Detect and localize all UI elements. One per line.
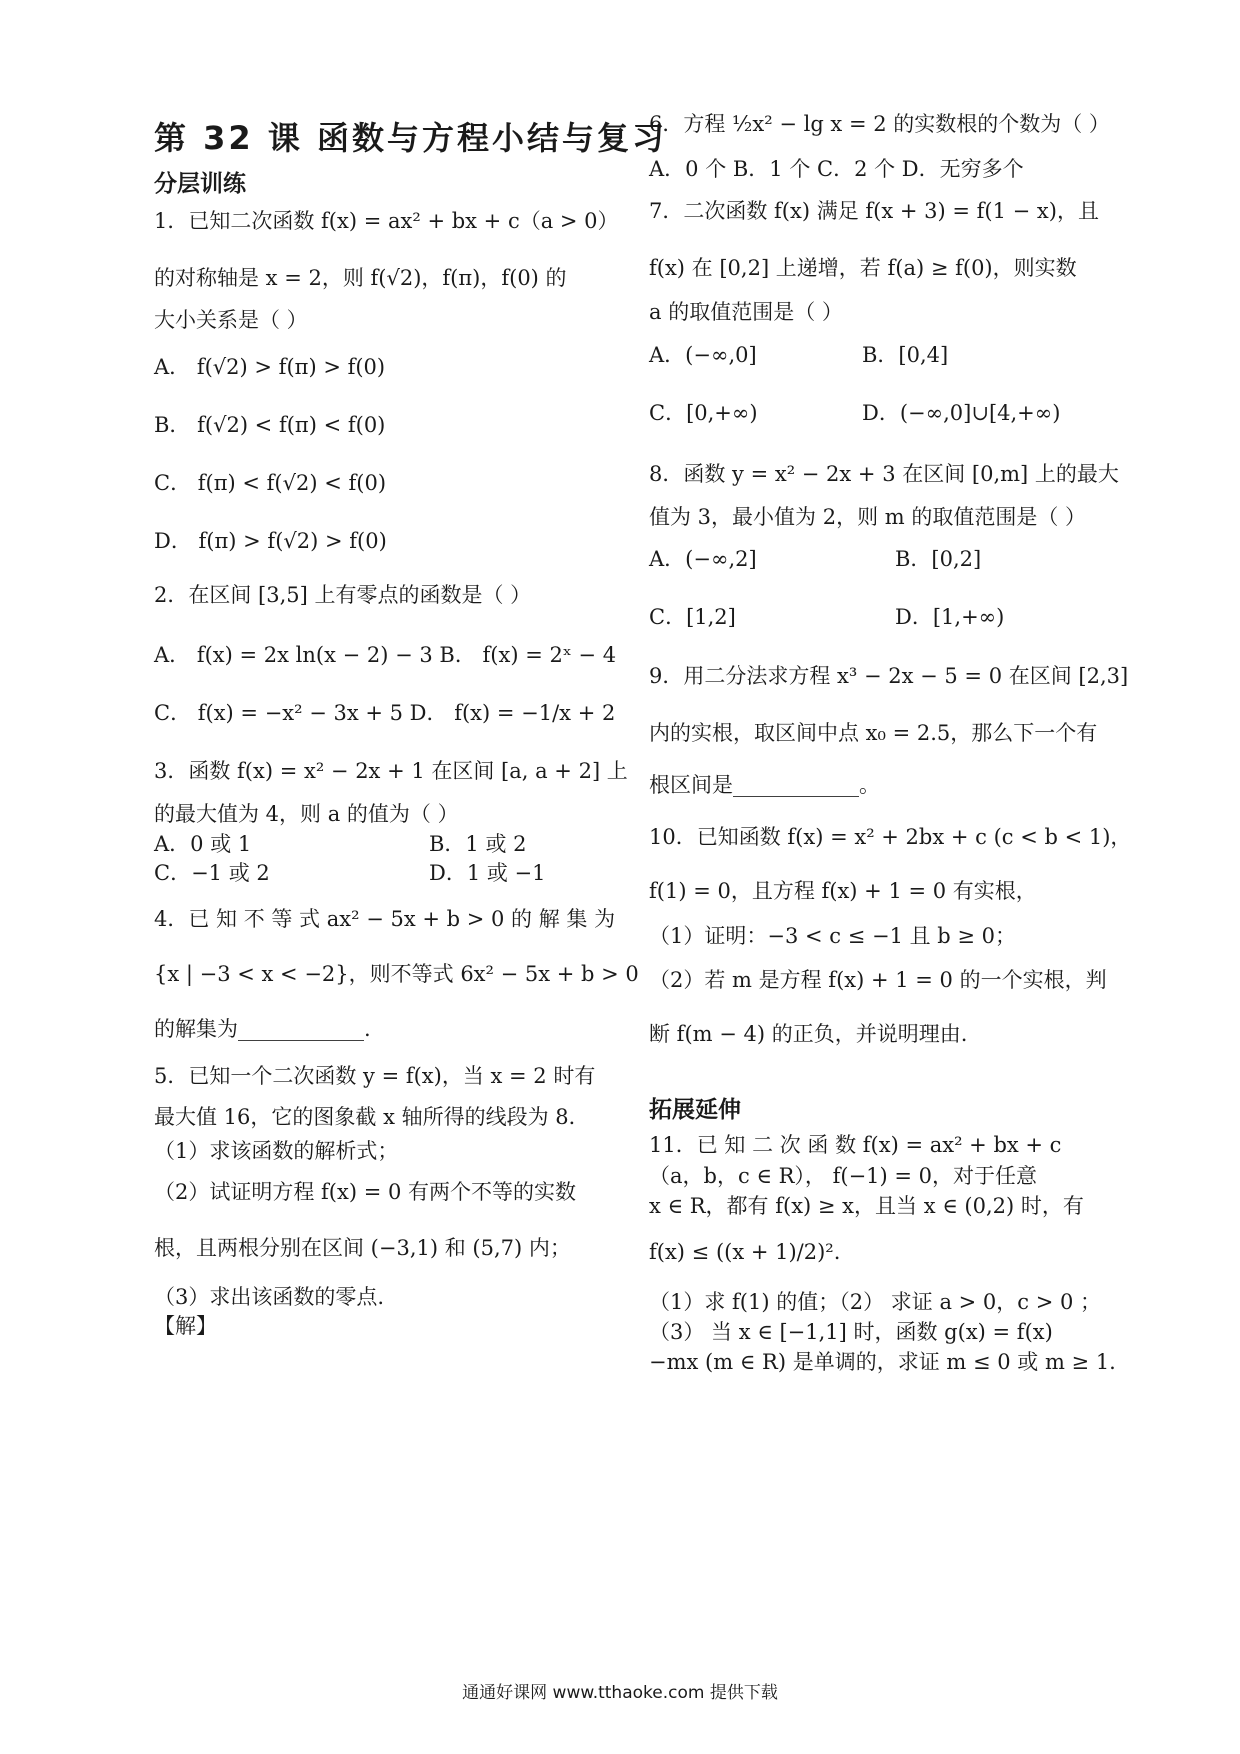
q7-option-b: B．[0,4] xyxy=(862,343,949,367)
q6-options: A．0 个 B．1 个 C．2 个 D．无穷多个 xyxy=(649,157,1024,181)
q9-line: 9．用二分法求方程 x³ − 2x − 5 = 0 在区间 [2,3] xyxy=(649,664,1129,688)
q10-part-2: （2）若 m 是方程 f(x) + 1 = 0 的一个实根，判 xyxy=(649,968,1107,992)
q3-option-b: B．1 或 2 xyxy=(429,832,527,856)
q7-option-c: C．[0,+∞) xyxy=(649,401,758,425)
q10-line: f(1) = 0，且方程 f(x) + 1 = 0 有实根， xyxy=(649,879,1037,903)
q8-option-b: B．[0,2] xyxy=(895,547,982,571)
q5-part-3: （3）求出该函数的零点. xyxy=(154,1285,385,1309)
q7-option-d: D．(−∞,0]∪[4,+∞) xyxy=(862,401,1061,425)
q11-part-3: （3） 当 x ∈ [−1,1] 时，函数 g(x) = f(x) xyxy=(649,1320,1053,1344)
q1-option-a: A． f(√2) > f(π) > f(0) xyxy=(154,355,386,379)
q11-line: x ∈ R，都有 f(x) ≥ x，且当 x ∈ (0,2) 时，有 xyxy=(649,1194,1084,1218)
q4-line: {x | −3 < x < −2}，则不等式 6x² − 5x + b > 0 xyxy=(154,962,639,986)
q5-part-1: （1）求该函数的解析式； xyxy=(154,1139,399,1163)
q11-inequality: f(x) ≤ ((x + 1)/2)². xyxy=(649,1240,841,1264)
q3-option-a: A．0 或 1 xyxy=(154,832,252,856)
q5-part-2: （2）试证明方程 f(x) = 0 有两个不等的实数 xyxy=(154,1180,577,1204)
q1-option-b: B． f(√2) < f(π) < f(0) xyxy=(154,413,386,437)
q7-line: f(x) 在 [0,2] 上递增，若 f(a) ≥ f(0)，则实数 xyxy=(649,256,1077,280)
q2-options-cd: C． f(x) = −x² − 3x + 5 D． f(x) = −1/x + 2 xyxy=(154,701,616,725)
q4-line: 的解集为____________. xyxy=(154,1017,371,1041)
q6-stem: 6．方程 ½x² − lg x = 2 的实数根的个数为（ ） xyxy=(649,112,1110,136)
solution-label: 【解】 xyxy=(154,1314,217,1338)
q5-line: 最大值 16，它的图象截 x 轴所得的线段为 8． xyxy=(154,1105,590,1129)
q3-line: 的最大值为 4，则 a 的值为（ ） xyxy=(154,802,459,826)
q1-option-c: C． f(π) < f(√2) < f(0) xyxy=(154,471,387,495)
q7-line: a 的取值范围是（ ） xyxy=(649,300,843,324)
q7-line: 7．二次函数 f(x) 满足 f(x + 3) = f(1 − x)，且 xyxy=(649,199,1099,223)
q5-part-2-cont: 根，且两根分别在区间 (−3,1) 和 (5,7) 内； xyxy=(154,1236,571,1260)
q3-option-d: D．1 或 −1 xyxy=(429,861,546,885)
q8-option-d: D．[1,+∞) xyxy=(895,605,1005,629)
q1-option-d: D． f(π) > f(√2) > f(0) xyxy=(154,529,387,553)
q11-parts-1-2: （1）求 f(1) 的值；（2） 求证 a > 0，c > 0 ； xyxy=(649,1290,1102,1314)
q9-line: 根区间是____________。 xyxy=(649,773,880,797)
page-title: 第 32 课 函数与方程小结与复习 xyxy=(154,119,667,157)
q11-part-3-cont: −mx (m ∈ R) 是单调的，求证 m ≤ 0 或 m ≥ 1. xyxy=(649,1350,1116,1374)
q10-part-2-cont: 断 f(m − 4) 的正负，并说明理由. xyxy=(649,1022,968,1046)
q5-line: 5．已知一个二次函数 y = f(x)，当 x = 2 时有 xyxy=(154,1064,596,1088)
q8-line: 值为 3，最小值为 2，则 m 的取值范围是（ ） xyxy=(649,505,1087,529)
q11-line: （a，b，c ∈ R）， f(−1) = 0，对于任意 xyxy=(649,1164,1038,1188)
q3-line: 3．函数 f(x) = x² − 2x + 1 在区间 [a, a + 2] 上 xyxy=(154,759,628,783)
section-heading-extension: 拓展延伸 xyxy=(649,1097,741,1123)
q2-stem: 2．在区间 [3,5] 上有零点的函数是（ ） xyxy=(154,583,532,607)
q1-line: 大小关系是（ ） xyxy=(154,308,308,332)
q4-line: 4．已 知 不 等 式 ax² − 5x + b > 0 的 解 集 为 xyxy=(154,907,616,931)
q1-line: 1．已知二次函数 f(x) = ax² + bx + c（a > 0） xyxy=(154,209,619,233)
q8-option-a: A．(−∞,2] xyxy=(649,547,757,571)
q3-option-c: C．−1 或 2 xyxy=(154,861,270,885)
section-heading-layered-training: 分层训练 xyxy=(154,171,246,197)
q9-line: 内的实根，取区间中点 x₀ = 2.5，那么下一个有 xyxy=(649,721,1098,745)
q2-options-ab: A． f(x) = 2x ln(x − 2) − 3 B． f(x) = 2ˣ − 4 xyxy=(154,643,617,667)
q10-line: 10．已知函数 f(x) = x² + 2bx + c (c < b < 1)， xyxy=(649,825,1132,849)
q1-line: 的对称轴是 x = 2，则 f(√2)，f(π)，f(0) 的 xyxy=(154,266,567,290)
q7-option-a: A．(−∞,0] xyxy=(649,343,757,367)
q8-option-c: C．[1,2] xyxy=(649,605,736,629)
q11-line: 11．已 知 二 次 函 数 f(x) = ax² + bx + c xyxy=(649,1133,1062,1157)
q10-part-1: （1）证明：−3 < c ≤ −1 且 b ≥ 0； xyxy=(649,924,1017,948)
footer-credit: 通通好课网 www.tthaoke.com 提供下载 xyxy=(462,1683,778,1703)
q8-line: 8．函数 y = x² − 2x + 3 在区间 [0,m] 上的最大 xyxy=(649,462,1119,486)
